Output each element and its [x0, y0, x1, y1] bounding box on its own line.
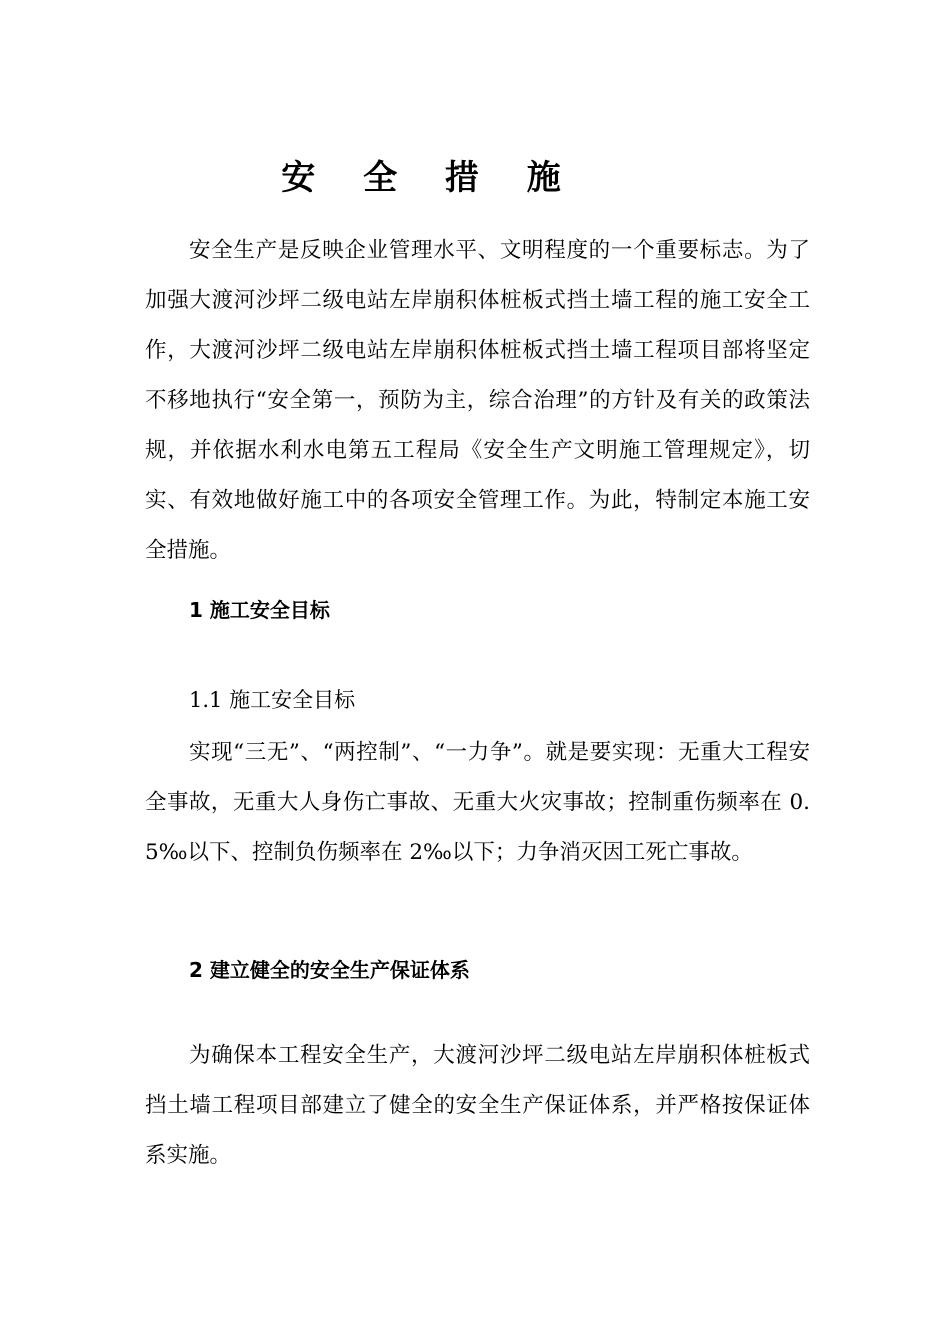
section-1-heading: 1 施工安全目标	[189, 598, 330, 622]
section-1-1-heading: 1.1 施工安全目标	[189, 688, 356, 712]
section-2-heading: 2 建立健全的安全生产保证体系	[189, 958, 470, 982]
section-1-1-paragraph: 实现“三无”、“两控制”、“一力争”。就是要实现：无重大工程安全事故，无重大人身伤亡事故、无重大火灾事故；控制重伤频率在 0.5‰以下、控制负伤频率在 2‰以下；力争消灭因工死亡事故。	[145, 740, 810, 865]
intro-paragraph: 安全生产是反映企业管理水平、文明程度的一个重要标志。为了加强大渡河沙坪二级电站左岸崩积体桩板式挡土墙工程的施工安全工作，大渡河沙坪二级电站左岸崩积体桩板式挡土墙工程项目部将坚定不移地执行“安全第一，预防为主，综合治理”的方针及有关的政策法规，并依据水利水电第五工程局《安全生产文明施工管理规定》，切实、有效地做好施工中的各项安全管理工作。为此，特制定本施工安全措施。	[145, 238, 810, 563]
document-title: 安 全 措 施	[281, 158, 579, 198]
section-2-paragraph: 为确保本工程安全生产，大渡河沙坪二级电站左岸崩积体桩板式挡土墙工程项目部建立了健全的安全生产保证体系，并严格按保证体系实施。	[145, 1043, 810, 1168]
